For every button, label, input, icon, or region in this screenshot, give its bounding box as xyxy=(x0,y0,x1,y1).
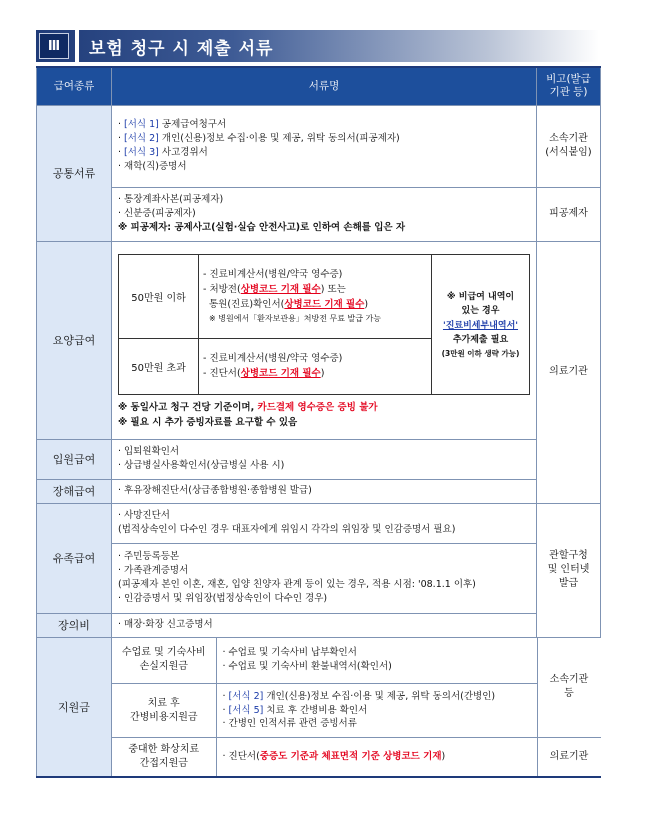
support-burn-name: 중대한 화상치료 간접지원금 xyxy=(112,738,216,776)
list-item: (피공제자 본인 이혼, 재혼, 입양 친양자 관계 등이 있는 경우, 적용 시점: '08.1.1 이후) xyxy=(118,579,476,590)
list-item: · 간병인 인적서류 관련 증빙서류 xyxy=(222,718,357,730)
medical-inner-table xyxy=(118,254,530,395)
header-remarks: 비고(발급 기관 등) xyxy=(537,67,601,105)
category-disability: 장해급여 xyxy=(37,479,112,503)
section-title: 보험 청구 시 제출 서류 xyxy=(89,38,274,59)
remark-common-1: 소속기관 (서식붙임) xyxy=(537,105,601,187)
common-docs-group2 xyxy=(112,187,537,241)
documents-table xyxy=(36,66,601,778)
support-caregiver-docs xyxy=(216,684,537,738)
support-burn-docs: · 진단서(중증도 기준과 체표면적 기준 상병코드 기재) xyxy=(216,738,537,776)
medical-notices: ※ 동일사고 청구 건당 기준이며, 카드결제 영수증은 증빙 불가 ※ 필요 시 추가 증빙자료를 요구할 수 있음 xyxy=(118,402,378,428)
notice-insured: ※ 피공제자: 공제사고(실험·실습 안전사고)로 인하여 손해를 입은 자 xyxy=(118,221,406,233)
amount-over: 50만원 초과 xyxy=(119,339,199,395)
title-separator xyxy=(75,30,79,62)
amount-under: 50만원 이하 xyxy=(119,255,199,339)
header-documents: 서류명 xyxy=(112,67,537,105)
list-item: · 상급병실사용확인서(상급병실 사용 시) xyxy=(118,460,285,471)
category-medical: 요양급여 xyxy=(37,241,112,439)
list-item: · 재학(직)증명서 xyxy=(118,160,187,172)
remark-support-medical: 의료기관 xyxy=(537,738,601,776)
list-item: · [서식 2] 개인(신용)정보 수집·이용 및 제공, 위탁 동의서(간병인) xyxy=(222,690,496,702)
support-caregiver-name: 치료 후 간병비용지원금 xyxy=(112,684,216,738)
list-item: · 인감증명서 및 위임장(법정상속인이 다수인 경우) xyxy=(118,592,328,604)
docs-over: - 진료비계산서(병원/약국 영수증) - 진단서(상병코드 기재 필수) xyxy=(199,339,432,395)
header-category: 급여종류 xyxy=(37,67,112,105)
list-item: · 후유장해진단서(상급종합병원·종합병원 발급) xyxy=(118,485,312,497)
category-common: 공통서류 xyxy=(37,105,112,241)
additional-note: ※ 비급여 내역이 있는 경우 '진료비세부내역서' 추가제출 필요 (3만원 이하 생략 가능) xyxy=(432,255,530,395)
survivor-docs-group1 xyxy=(112,503,537,543)
list-item: · 사망진단서 xyxy=(118,510,170,522)
hospital-docs xyxy=(112,439,537,479)
list-item: · 수업료 및 기숙사비 환불내역서(확인서) xyxy=(222,661,392,673)
funeral-docs xyxy=(112,613,537,637)
list-item: (법적상속인이 다수인 경우 대표자에게 위임시 각각의 위임장 및 인감증명서 필요) xyxy=(118,524,456,535)
category-hospital: 입원급여 xyxy=(37,439,112,479)
remark-support-affiliated: 소속기관 등 xyxy=(537,638,601,738)
list-item: · 가족관계증명서 xyxy=(118,565,189,577)
disability-docs xyxy=(112,479,537,503)
list-item: · 매장·화장 신고증명서 xyxy=(118,619,213,631)
remark-survivor: 관할구청 및 인터넷 발급 xyxy=(537,503,601,637)
support-docs xyxy=(112,637,601,777)
section-number: Ⅲ xyxy=(39,33,69,59)
category-support: 지원금 xyxy=(37,637,112,777)
common-docs-group1 xyxy=(112,105,537,187)
survivor-docs-group2 xyxy=(112,543,537,613)
category-survivor: 유족급여 xyxy=(37,503,112,613)
list-item: · [서식 3] 사고경위서 xyxy=(118,147,208,158)
category-funeral: 장의비 xyxy=(37,613,112,637)
support-inner-table xyxy=(112,638,601,776)
section-title-bar xyxy=(36,30,599,62)
list-item: · 수업료 및 기숙사비 납부확인서 xyxy=(222,647,357,659)
docs-under: - 진료비계산서(병원/약국 영수증) - 처방전(상병코드 기재 필수) 또는 통원(진료)확인서(상병코드 기재 필수) ※ 병원에서「환자보관용」처방전 무료 발급 가능 xyxy=(199,255,432,339)
list-item: · 입퇴원확인서 xyxy=(118,446,180,458)
medical-docs xyxy=(112,241,537,439)
list-item: · 주민등록등본 xyxy=(118,551,180,563)
support-tuition-name: 수업료 및 기숙사비 손실지원금 xyxy=(112,638,216,684)
remark-common-2: 피공제자 xyxy=(537,187,601,241)
list-item: · [서식 1] 공제급여청구서 xyxy=(118,119,227,131)
list-item: · [서식 5] 치료 후 간병비용 확인서 xyxy=(222,704,368,716)
remark-medical: 의료기관 xyxy=(537,241,601,503)
list-item: · 통장계좌사본(피공제자) xyxy=(118,194,224,206)
list-item: · [서식 2] 개인(신용)정보 수집·이용 및 제공, 위탁 동의서(피공제자) xyxy=(118,133,400,145)
support-tuition-docs xyxy=(216,638,537,684)
list-item: · 신분증(피공제자) xyxy=(118,208,196,220)
